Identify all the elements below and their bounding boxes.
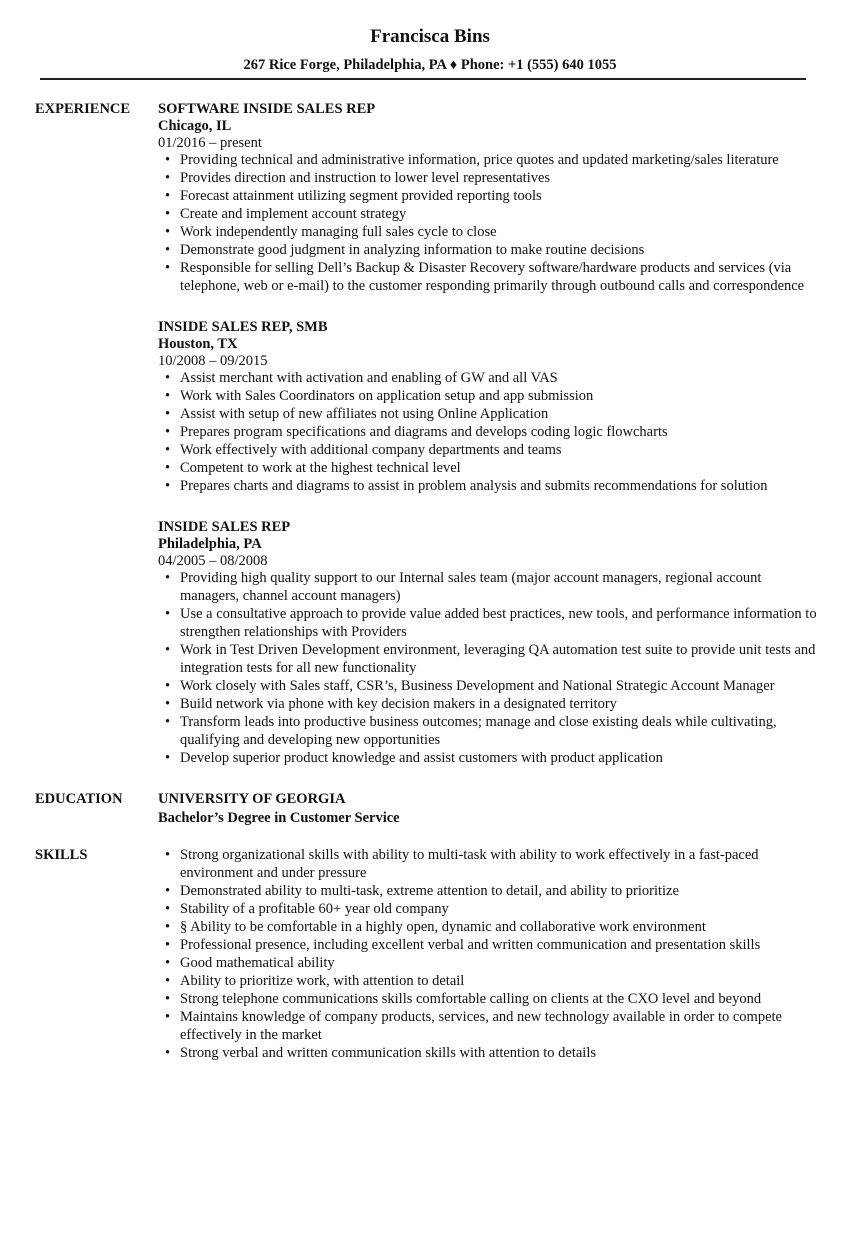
list-item: • Strong telephone communications skills comfortable calling on clients at the CXO level and beyond [180,990,820,1008]
job-bullets [158,569,820,767]
list-item: • Work independently managing full sales cycle to close [180,223,820,241]
list-item: • Work in Test Driven Development environment, leveraging QA automation test suite to provide unit tests and integration tests for all new functionality [180,641,820,677]
education-section [35,790,820,828]
list-item: • Providing high quality support to our Internal sales team (major account managers, regional account managers, channel account managers) [180,569,820,605]
job-entry [158,518,820,767]
experience-section [35,100,820,767]
list-item: • Competent to work at the highest technical level [180,459,820,477]
list-item: • Demonstrated ability to multi-task, extreme attention to detail, and ability to prioritize [180,882,820,900]
skills-body [158,846,820,1062]
list-item: • Create and implement account strategy [180,205,820,223]
resume-header [0,0,860,74]
education-label: EDUCATION [35,791,123,807]
header-divider [40,78,806,80]
list-item: • Use a consultative approach to provide value added best practices, new tools, and performance information to strengthen relationships with Providers [180,605,820,641]
list-item: • Demonstrate good judgment in analyzing information to make routine decisions [180,241,820,259]
list-item: • Forecast attainment utilizing segment provided reporting tools [180,187,820,205]
list-item: • Provides direction and instruction to lower level representatives [180,169,820,187]
list-item: • Prepares program specifications and diagrams and develops coding logic flowcharts [180,423,820,441]
list-item: • Prepares charts and diagrams to assist in problem analysis and submits recommendations for solution [180,477,820,495]
education-body [158,790,820,828]
experience-body [158,100,820,767]
list-item: • Maintains knowledge of company products, services, and new technology available in order to compete effectively in the market [180,1008,820,1044]
experience-label: EXPERIENCE [35,101,131,117]
list-item: • Providing technical and administrative information, price quotes and updated marketing/sales literature [180,151,820,169]
candidate-name: Francisca Bins [370,26,490,47]
list-item: • Strong verbal and written communication skills with attention to details [180,1044,820,1062]
job-location: Houston, TX [158,336,238,352]
job-title: INSIDE SALES REP, SMB [158,319,328,335]
job-bullets [158,369,820,495]
list-item: • Work with Sales Coordinators on application setup and app submission [180,387,820,405]
list-item: • Responsible for selling Dell’s Backup & Disaster Recovery software/hardware products and services (via telephone, web or e-mail) to the customer responding primarily through outbound calls and correspondence [180,259,820,295]
list-item: • Good mathematical ability [180,954,820,972]
job-bullets [158,151,820,295]
list-item: • Ability to prioritize work, with attention to detail [180,972,820,990]
job-dates: 01/2016 – present [158,135,262,151]
job-dates: 10/2008 – 09/2015 [158,353,268,369]
job-title: INSIDE SALES REP [158,519,291,535]
list-item: • Strong organizational skills with ability to multi-task with ability to work effectively in a fast-paced environment and under pressure [180,846,820,882]
job-title: SOFTWARE INSIDE SALES REP [158,101,376,117]
list-item: • § Ability to be comfortable in a highly open, dynamic and collaborative work environment [180,918,820,936]
job-entry [158,100,820,295]
school-name: UNIVERSITY OF GEORGIA [158,791,346,807]
job-location: Chicago, IL [158,118,232,134]
list-item: • Work effectively with additional company departments and teams [180,441,820,459]
skills-section [35,846,820,1062]
list-item: • Develop superior product knowledge and assist customers with product application [180,749,820,767]
skills-list [158,846,820,1062]
job-entry [158,318,820,495]
list-item: • Stability of a profitable 60+ year old company [180,900,820,918]
list-item: • Work closely with Sales staff, CSR’s, Business Development and National Strategic Account Manager [180,677,820,695]
list-item: • Professional presence, including excellent verbal and written communication and presentation skills [180,936,820,954]
degree: Bachelor’s Degree in Customer Service [158,810,400,826]
list-item: • Assist merchant with activation and enabling of GW and all VAS [180,369,820,387]
list-item: • Transform leads into productive business outcomes; manage and close existing deals while cultivating, qualifying and developing new opportunities [180,713,820,749]
job-location: Philadelphia, PA [158,536,262,552]
job-dates: 04/2005 – 08/2008 [158,553,268,569]
skills-label: SKILLS [35,847,88,863]
list-item: • Assist with setup of new affiliates not using Online Application [180,405,820,423]
list-item: • Build network via phone with key decision makers in a designated territory [180,695,820,713]
contact-line: 267 Rice Forge, Philadelphia, PA ♦ Phone: +1 (555) 640 1055 [243,57,617,73]
